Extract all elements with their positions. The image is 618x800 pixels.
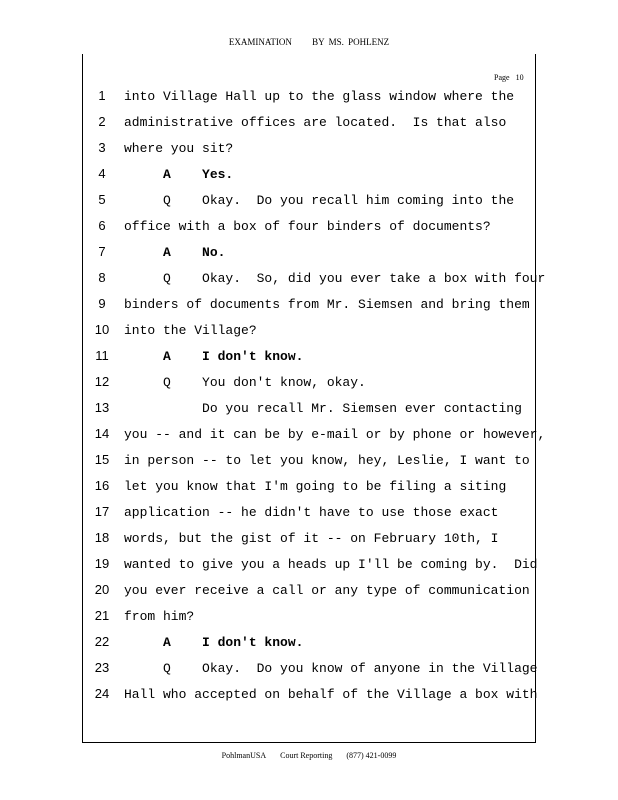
transcript-line: wanted to give you a heads up I'll be coming by. Did (124, 557, 538, 572)
line-number: 23 (94, 660, 110, 675)
line-number: 7 (98, 244, 106, 259)
line-number: 6 (98, 218, 106, 233)
line-number: 10 (94, 322, 110, 337)
line-number: 20 (94, 582, 110, 597)
line-number: 5 (98, 192, 106, 207)
line-number: 24 (94, 686, 110, 701)
line-number: 8 (98, 270, 106, 285)
line-number: 15 (94, 452, 110, 467)
transcript-line: application -- he didn't have to use those exact (124, 505, 499, 520)
line-number: 4 (98, 166, 106, 181)
line-number: 22 (94, 634, 110, 649)
line-number: 1 (98, 88, 106, 103)
page-label: Page (494, 73, 510, 82)
transcript-line: you ever receive a call or any type of communication (124, 583, 530, 598)
line-number: 2 (98, 114, 106, 129)
transcript-line: into the Village? (124, 323, 257, 338)
line-number: 13 (94, 400, 110, 415)
page-number-value: 10 (515, 73, 524, 82)
transcript-line: administrative offices are located. Is that also (124, 115, 507, 130)
transcript-line: you -- and it can be by e-mail or by phone or however, (124, 427, 546, 442)
transcript-line: Q You don't know, okay. (124, 375, 366, 390)
line-number: 14 (94, 426, 110, 441)
transcript-line: where you sit? (124, 141, 234, 156)
footer-company: PohlmanUSA (221, 751, 267, 760)
transcript-line: binders of documents from Mr. Siemsen and bring them (124, 297, 530, 312)
footer-phone: (877) 421-0099 (346, 751, 397, 760)
line-number: 12 (94, 374, 110, 389)
line-number: 11 (95, 348, 109, 363)
footer-service: Court Reporting (280, 751, 333, 760)
header-section: EXAMINATION (228, 37, 292, 47)
transcript-line: into Village Hall up to the glass window where the (124, 89, 515, 104)
header-examiner: BY MS. POHLENZ (312, 37, 390, 47)
transcript-line: from him? (124, 609, 195, 624)
answer-line: A I don't know. (124, 349, 304, 364)
answer-line: A Yes. (124, 167, 234, 182)
line-number: 3 (98, 140, 106, 155)
transcript-line: Q Okay. Do you know of anyone in the Village (124, 661, 538, 676)
line-number: 16 (94, 478, 110, 493)
page-number (494, 73, 524, 82)
transcript-line: Hall who accepted on behalf of the Village a box with (124, 687, 538, 702)
transcript-line: words, but the gist of it -- on February 10th, I (124, 531, 499, 546)
page-footer (0, 751, 618, 760)
line-number: 21 (94, 608, 110, 623)
answer-line: A I don't know. (124, 635, 304, 650)
line-number: 18 (94, 530, 110, 545)
transcript-line: Do you recall Mr. Siemsen ever contacting (124, 401, 522, 416)
transcript-line: Q Okay. Do you recall him coming into the (124, 193, 515, 208)
line-number: 9 (98, 296, 106, 311)
transcript-line: let you know that I'm going to be filing a siting (124, 479, 507, 494)
transcript-line: Q Okay. So, did you ever take a box with four (124, 271, 546, 286)
transcript-line: in person -- to let you know, hey, Leslie, I want to (124, 453, 530, 468)
transcript-line: office with a box of four binders of documents? (124, 219, 491, 234)
line-number: 17 (94, 504, 110, 519)
line-number: 19 (94, 556, 110, 571)
page-header (0, 37, 618, 47)
answer-line: A No. (124, 245, 226, 260)
